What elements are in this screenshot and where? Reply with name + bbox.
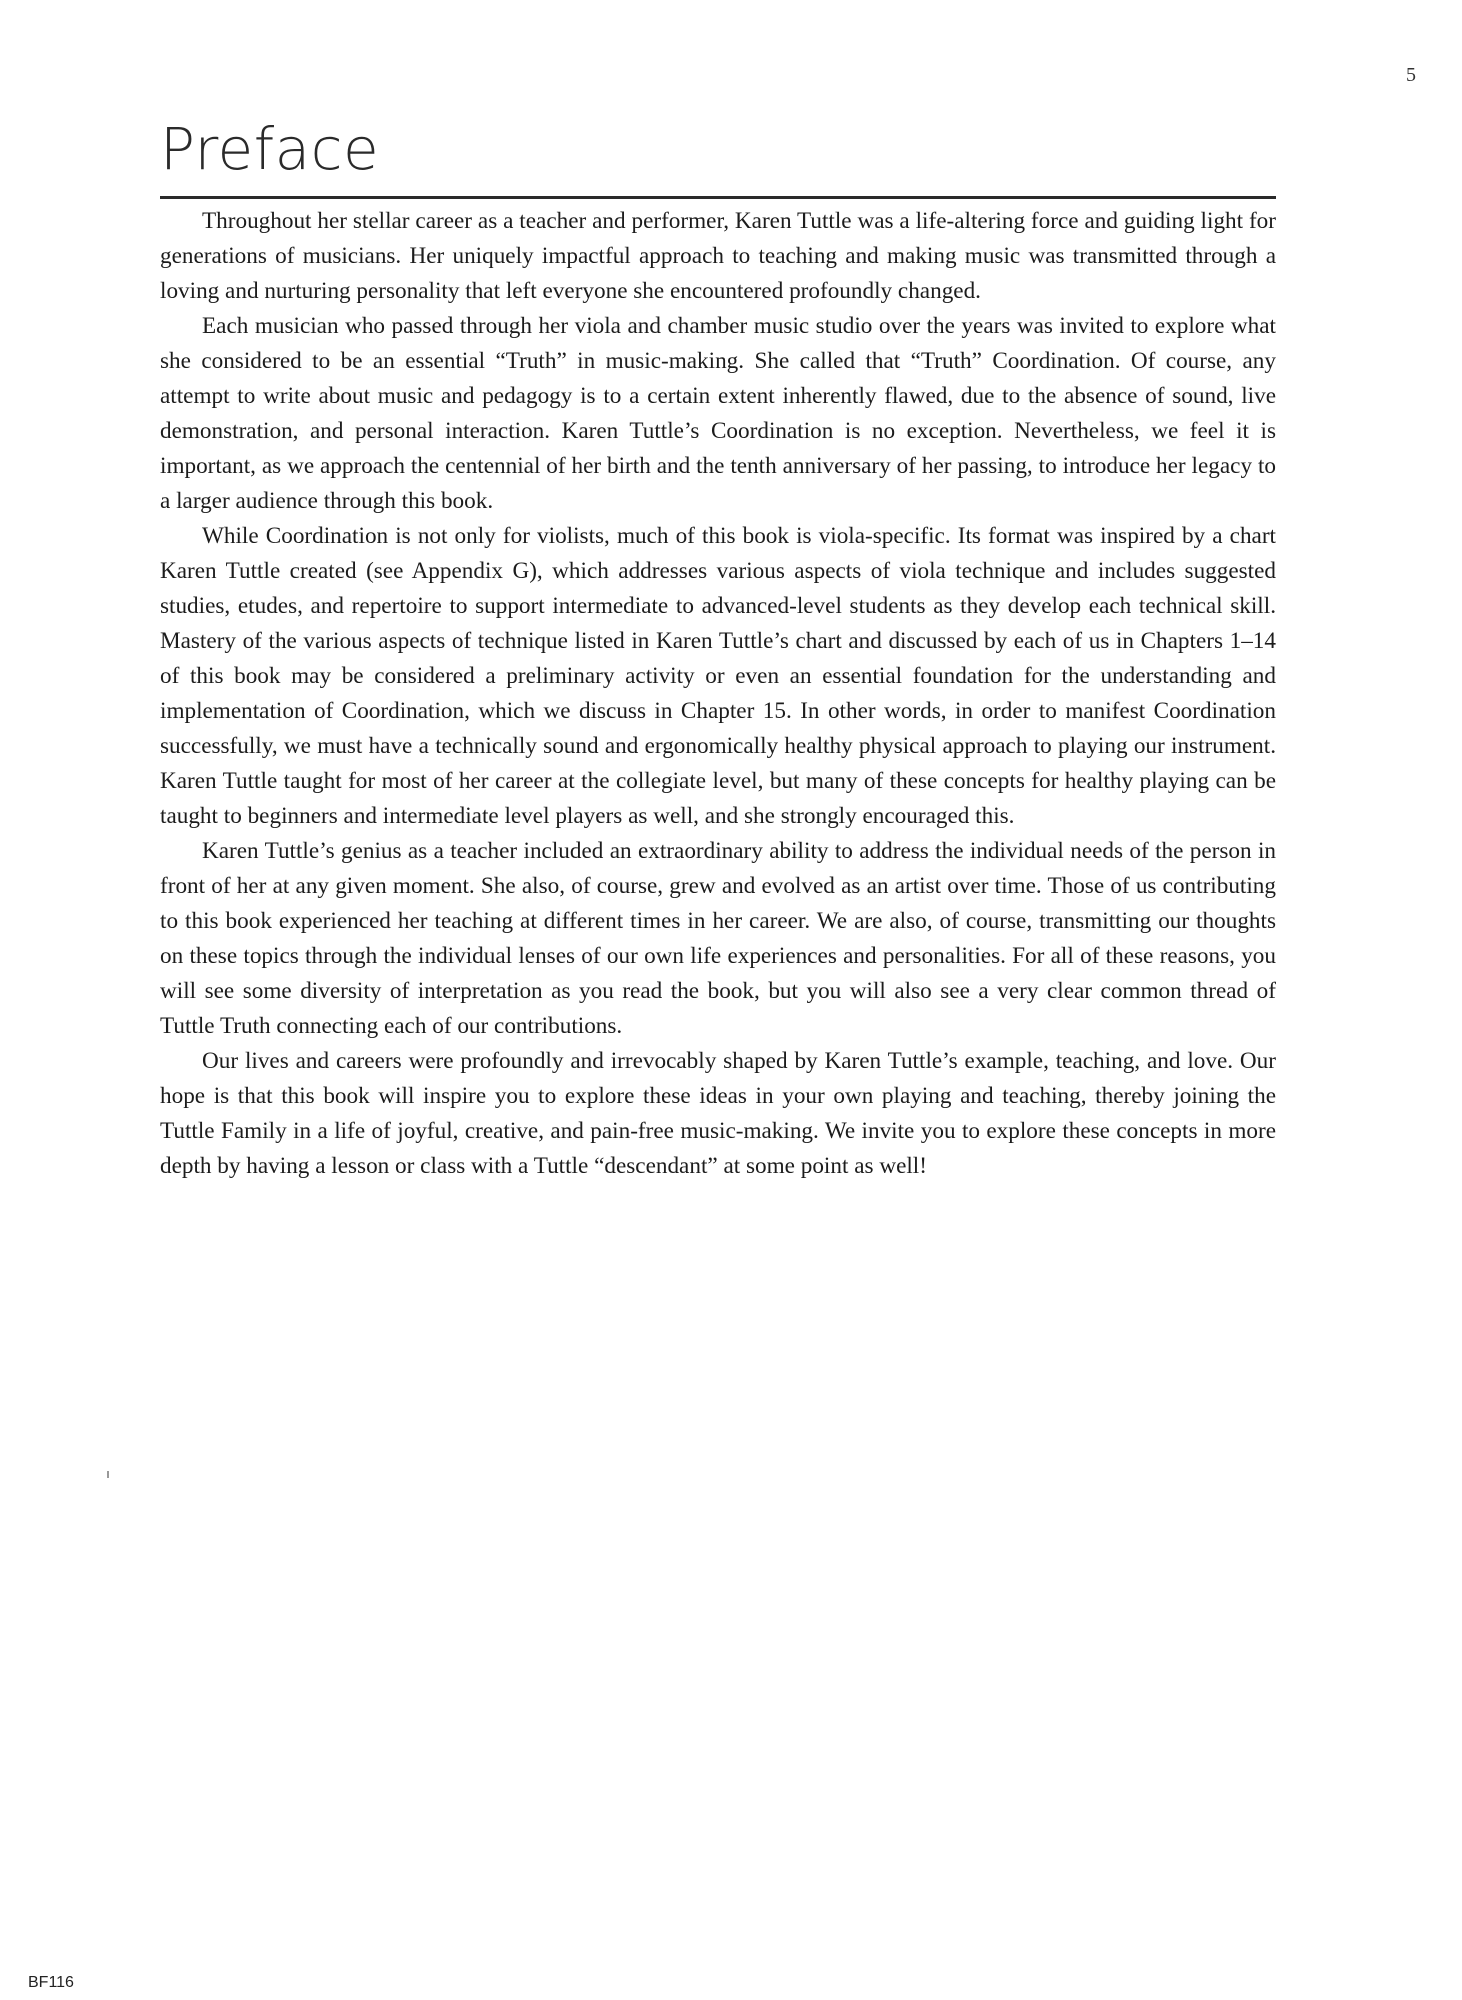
title-rule: [160, 196, 1276, 199]
paragraph: While Coordination is not only for violists, much of this book is viola-specific. Its format was inspired by a chart Karen Tuttle created (see Appendix G), which addresses various aspects of viola technique and includes suggested studies, etudes, and repertoire to support intermediate to advanced-level students as they develop each technical skill. Mastery of the various aspects of technique listed in Karen Tuttle’s chart and discussed by each of us in Chapters 1–14 of this book may be considered a preliminary activity or even an essential foundation for the understanding and implementation of Coordination, which we discuss in Chapter 15. In other words, in order to manifest Coordination successfully, we must have a technically sound and ergonomically healthy physical approach to playing our instrument. Karen Tuttle taught for most of her career at the collegiate level, but many of these concepts for healthy playing can be taught to beginners and intermediate level players as well, and she strongly encouraged this.: [160, 523, 1276, 829]
scan-speck: [107, 1471, 109, 1478]
footer-code: BF116: [28, 1974, 74, 1991]
paragraph: Karen Tuttle’s genius as a teacher included an extraordinary ability to address the individual needs of the person in front of her at any given moment. She also, of course, grew and evolved as an artist over time. Those of us contributing to this book experienced her teaching at different times in her career. We are also, of course, transmitting our thoughts on these topics through the individual lenses of our own life experiences and personalities. For all of these reasons, you will see some diversity of interpretation as you read the book, but you will also see a very clear common thread of Tuttle Truth connecting each of our contributions.: [160, 838, 1276, 1039]
paragraph: Throughout her stellar career as a teacher and performer, Karen Tuttle was a life-altering force and guiding light for generations of musicians. Her uniquely impactful approach to teaching and making music was transmitted through a loving and nurturing personality that left everyone she encountered profoundly changed.: [160, 208, 1276, 304]
paragraph: Our lives and careers were profoundly and irrevocably shaped by Karen Tuttle’s example, teaching, and love. Our hope is that this book will inspire you to explore these ideas in your own playing and teaching, thereby joining the Tuttle Family in a life of joyful, creative, and pain-free music-making. We invite you to explore these concepts in more depth by having a lesson or class with a Tuttle “descendant” at some point as well!: [160, 1048, 1276, 1179]
page-number: 5: [1406, 64, 1416, 86]
page-title: Preface: [160, 115, 380, 183]
paragraph: Each musician who passed through her viola and chamber music studio over the years was invited to explore what she considered to be an essential “Truth” in music-making. She called that “Truth” Coordination. Of course, any attempt to write about music and pedagogy is to a certain extent inherently flawed, due to the absence of sound, live demonstration, and personal interaction. Karen Tuttle’s Coordination is no exception. Nevertheless, we feel it is important, as we approach the centennial of her birth and the tenth anniversary of her passing, to introduce her legacy to a larger audience through this book.: [160, 313, 1276, 514]
preface-body: [160, 204, 1276, 1184]
